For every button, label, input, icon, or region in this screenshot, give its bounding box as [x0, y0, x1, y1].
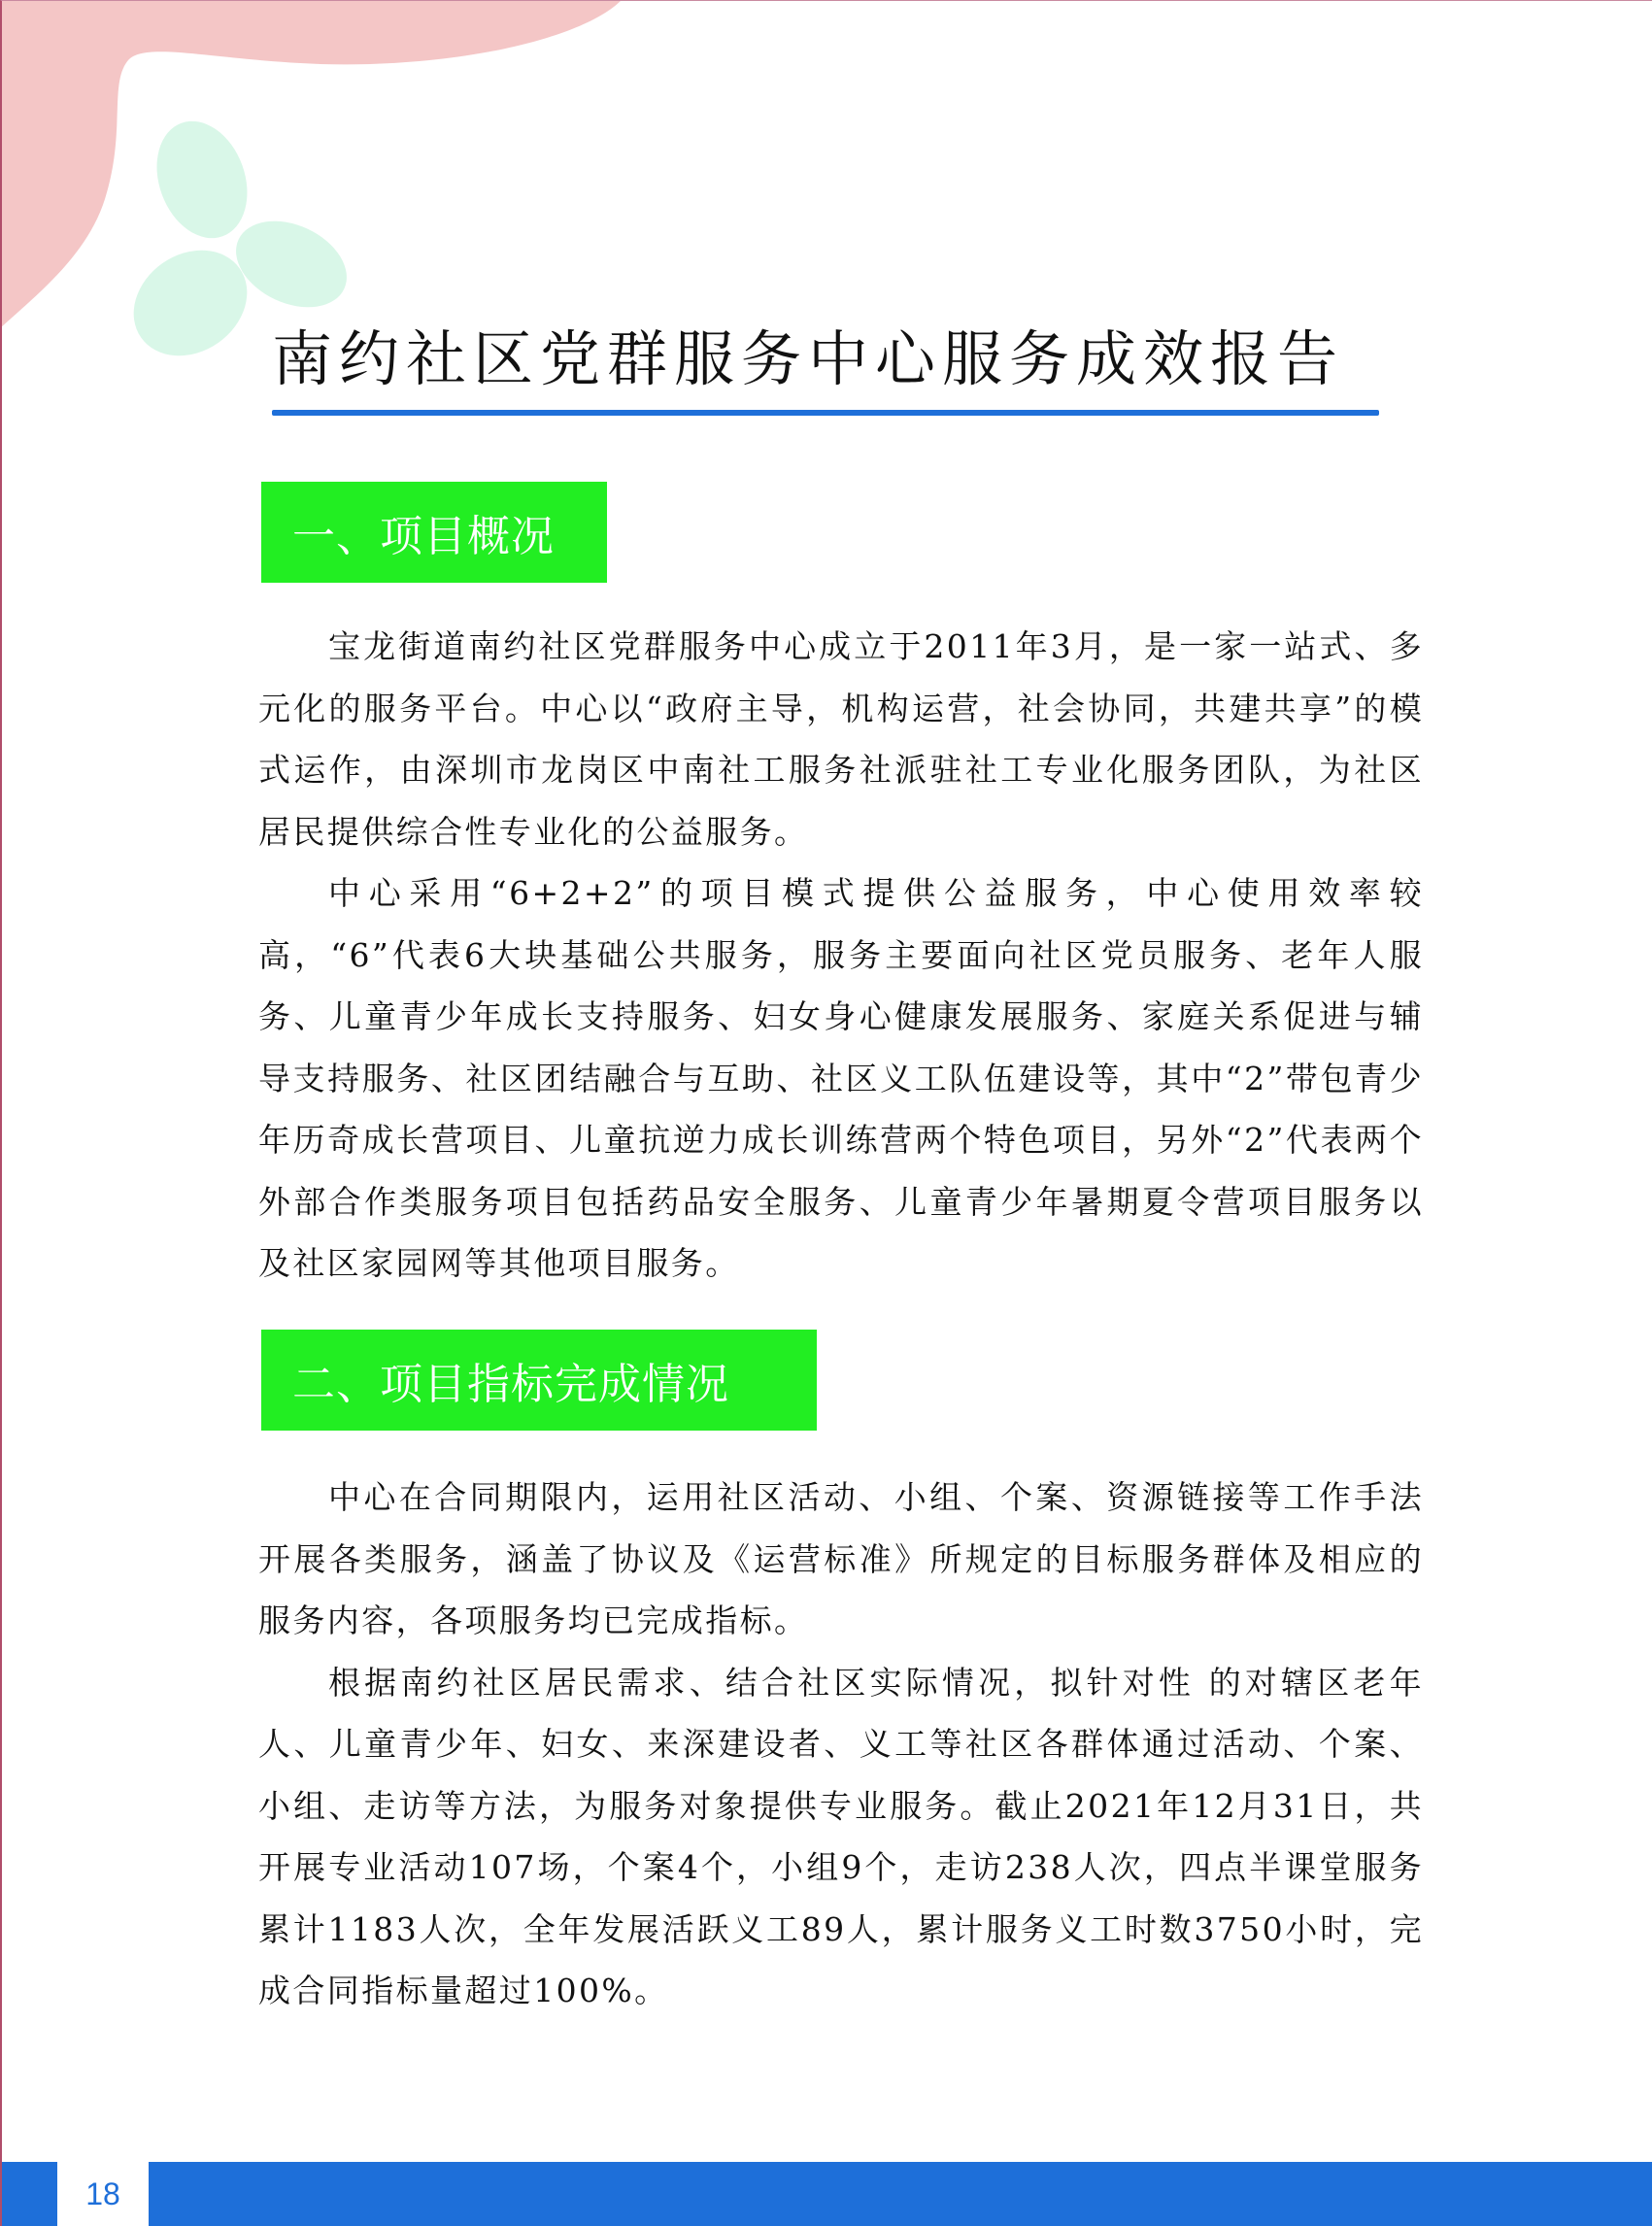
- title-block: [272, 320, 1379, 416]
- paragraph: 宝龙街道南约社区党群服务中心成立于2011年3月，是一家一站式、多元化的服务平台。中心以“政府主导，机构运营，社会协同，共建共享”的模式运作，由深圳市龙岗区中南社工服务社派驻社工专业化服务团队，为社区居民提供综合性专业化的公益服务。: [258, 627, 1424, 851]
- paragraph: 中心采用“6+2+2”的项目模式提供公益服务，中心使用效率较高，“6”代表6大块基础公共服务，服务主要面向社区党员服务、老年人服务、儿童青少年成长支持服务、妇女身心健康发展服务、家庭关系促进与辅导支持服务、社区团结融合与互助、社区义工队伍建设等，其中“2”带包青少年历奇成长营项目、儿童抗逆力成长训练营两个特色项目，另外“2”代表两个外部合作类服务项目包括药品安全服务、儿童青少年暑期夏令营项目服务以及社区家园网等其他项目服务。: [258, 874, 1424, 1282]
- section-body-overview: [258, 616, 1424, 1295]
- page-number: 18: [85, 2175, 120, 2211]
- section-body-indicators: [258, 1467, 1424, 2022]
- section-header-overview: [261, 482, 607, 583]
- section-heading-text: 一、项目概况: [292, 512, 555, 561]
- title-underline: [272, 410, 1379, 416]
- paragraph: 根据南约社区居民需求、结合社区实际情况，拟针对性 的对辖区老年人、儿童青少年、妇女、来深建设者、义工等社区各群体通过活动、个案、小组、走访等方法，为服务对象提供专业服务。截止2021年12月31日，共开展专业活动107场，个案4个，小组9个，走访238人次，四点半课堂服务累计1183人次，全年发展活跃义工89人，累计服务义工时数3750小时，完成合同指标量超过100%。: [258, 1663, 1424, 2009]
- paragraph: 中心在合同期限内，运用社区活动、小组、个案、资源链接等工作手法开展各类服务，涵盖了协议及《运营标准》所规定的目标服务群体及相应的服务内容，各项服务均已完成指标。: [258, 1478, 1424, 1639]
- page-title: 南约社区党群服务中心服务成效报告: [272, 323, 1345, 394]
- section-heading-text: 二、项目指标完成情况: [292, 1360, 729, 1409]
- section-header-indicators: [261, 1330, 817, 1431]
- page-number-box: [57, 2162, 149, 2226]
- footer-bar: [0, 2162, 1652, 2226]
